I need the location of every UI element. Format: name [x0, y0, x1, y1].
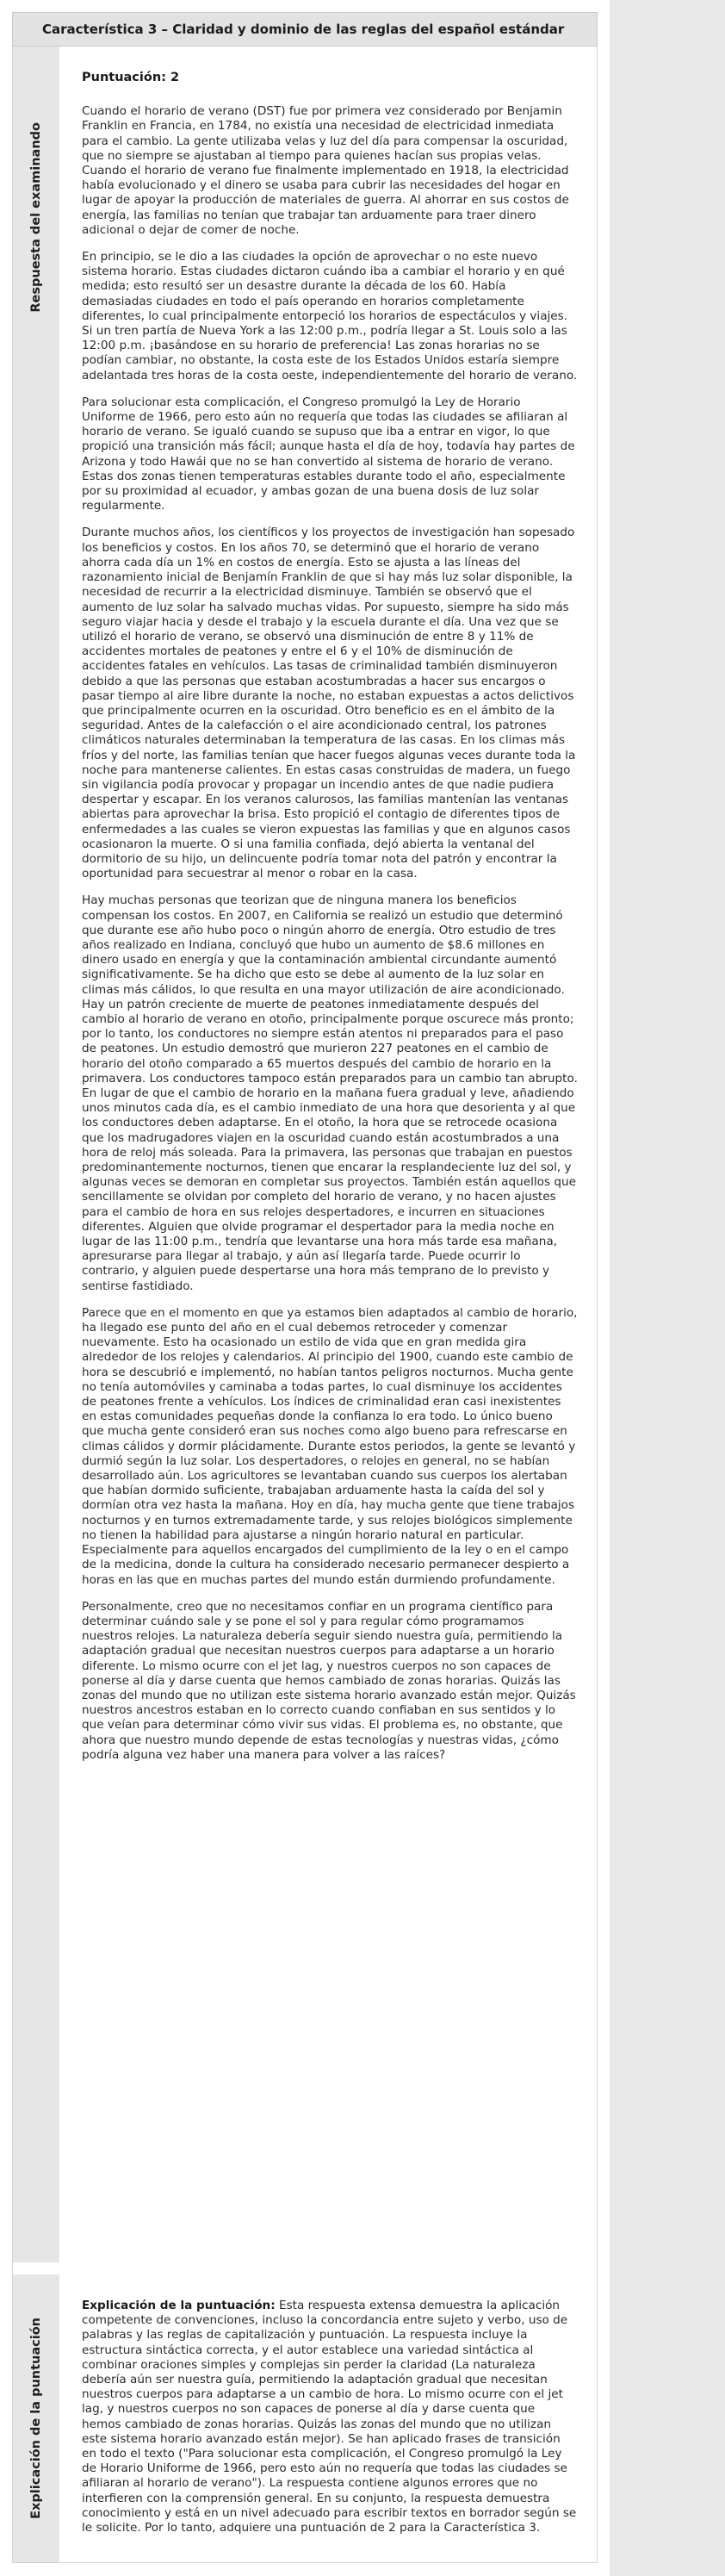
section-separator: [12, 2262, 598, 2274]
explanation-title: Explicación de la puntuación:: [82, 2299, 276, 2312]
score-line: Puntuación: 2: [82, 71, 180, 84]
response-content: [59, 47, 597, 2262]
trait-title: Característica 3 – Claridad y dominio de las reglas del español estándar: [42, 22, 565, 37]
scoring-document: [12, 12, 598, 2563]
explanation-side-label: [13, 2274, 59, 2562]
response-paragraph: Hay muchas personas que teorizan que de ninguna manera los beneficios compensan los costos. En 2007, en California se realizó un estudio que determinó que durante ese año hubo poco o ningún ahorro de energía. Otro estudio de tres años realizado en Indiana, concluyó que hubo un aumento de $8.6 millones en dinero usado en energía y que la contaminación ambiental circundante aumentó significativamente. Se ha dicho que esto se debe al aumento de la luz solar en climas más cálidos, lo que resulta en una mayor utilización de aire acondicionado. Hay un patrón creciente de muerte de peatones inmediatamente después del cambio al horario de verano en otoño, principalmente porque oscurece más pronto; por lo tanto, los conductores no siempre están atentos ni preparados para el paso de peatones. Un estudio demostró que murieron 227 peatones en el cambio de horario del otoño comparado a 65 muertos después del cambio de horario en la primavera. Los conductores tampoco están preparados para un cambio tan abrupto. En lugar de que el cambio de horario en la mañana fuera gradual y leve, añadiendo unos minutos cada día, es el cambio inmediato de una hora que desorienta y al que los conductores deben adaptarse. En el otoño, la hora que se retrocede ocasiona que los madrugadores viajen en la oscuridad cuando están acostumbrados a una hora de reloj más soleada. Para la primavera, las personas que trabajan en puestos predominantemente nocturnos, tienen que encarar la resplandeciente luz del sol, y algunas veces se demoran en completar sus proyectos. También están aquellos que sencillamente se olvidan por completo del horario de verano, y no hacen ajustes para el cambio de hora en sus relojes despertadores, e incurren en situaciones diferentes. Alguien que olvide programar el despertador para la media noche en lugar de las 11:00 p.m., tendría que levantarse una hora más tarde esa mañana, apresurarse para llegar al trabajo, y aún así llegaría tarde. Puede ocurrir lo contrario, y alguien puede despertarse una hora más temprano de lo previsto y sentirse fastidiado.: [82, 893, 578, 1293]
trait-header: [12, 12, 598, 47]
score-explanation-section: [12, 2274, 598, 2563]
response-paragraph: Parece que en el momento en que ya estamos bien adaptados al cambio de horario, ha llegado ese punto del año en el cual debemos retroceder y comenzar nuevamente. Esto ha ocasionado un estilo de vida que en gran medida gira alrededor de los relojes y calendarios. Al principio del 1900, cuando este cambio de hora se descubrió e implementó, no habían tantos peligros nocturnos. Mucha gente no tenía automóviles y caminaba a todas partes, lo cual disminuye los accidentes de peatones frente a vehículos. Los índices de criminalidad eran casi inexistentes en estas comunidades pequeñas donde la confianza lo era todo. Lo único bueno que mucha gente consideró eran sus noches como algo bueno para refrescarse en climas cálidos y dormir plácidamente. Durante estos periodos, la gente se levantó y durmió según la luz solar. Los despertadores, o relojes en general, no se habían desarrollado aún. Los agricultores se levantaban cuando sus cuerpos los alertaban que habían dormido suficiente, trabajaban arduamente hasta la caída del sol y dormían otra vez hasta la mañana. Hoy en día, hay mucha gente que tiene trabajos nocturnos y en turnos extremadamente tarde, y sus relojes biológicos simplemente no tienen la habilidad para ajustarse a ningún horario natural en particular. Especialmente para aquellos encargados del cumplimiento de la ley o en el campo de la medicina, donde la cultura ha considerado necesario permanecer despierto a horas en las que en muchas partes del mundo están durmiendo profundamente.: [82, 1305, 578, 1587]
response-paragraph: Durante muchos años, los científicos y los proyectos de investigación han sopesado los beneficios y costos. En los años 70, se determinó que el horario de verano ahorra cada día un 1% en costos de energía. Esto se ajusta a las líneas del razonamiento inicial de Benjamín Franklin de que si hay más luz solar disponible, la necesidad de recurrir a la electricidad disminuye. También se observó que el aumento de luz solar ha salvado muchas vidas. Por supuesto, siempre ha sido más seguro viajar hacia y desde el trabajo y la escuela durante el día. Una vez que se utilizó el horario de verano, se observó una disminución de entre 8 y 11% de accidentes mortales de peatones y entre el 6 y el 10% de disminución de accidentes fatales en vehículos. Las tasas de criminalidad también disminuyeron debido a que las personas que estaban acostumbradas a hacer sus encargos o pasar tiempo al aire libre durante la noche, no estaban expuestas a actos delictivos que principalmente ocurren en la oscuridad. Otro beneficio es en el ámbito de la seguridad. Antes de la calefacción o el aire acondicionado central, los patrones climáticos naturales determinaban la temperatura de las casas. En los climas más fríos y del norte, las familias tenían que hacer fuegos algunas veces durante toda la noche para mantenerse calientes. En estas casas construidas de madera, un fuego sin vigilancia podía provocar y propagar un incendio antes de que nadie pudiera despertar y escapar. En los veranos calurosos, las familias mantenían las ventanas abiertas para aprovechar la brisa. Esto propició el contagio de diferentes tipos de enfermedades a las cuales se vieron expuestas las familias y que en algunos casos ocasionaron la muerte. O si una familia confiada, dejó abierta la ventanal del dormitorio de su hijo, un delincuente podría tomar nota del patrón y encontrar la oportunidad para secuestrar al menor o robar en la casa.: [82, 526, 576, 881]
explanation-text: Esta respuesta extensa demuestra la aplicación competente de convenciones, incluso la concordancia entre sujeto y verbo, uso de palabras y las reglas de capitalización y puntuación. La respuesta incluye la estructura sintáctica correcta, y el autor establece una variedad sintáctica al combinar oraciones simples y complejas sin perder la claridad (La naturaleza debería aún ser nuestra guía, permitiendo la adaptación gradual que necesitan nuestros cuerpos para adaptarse a un cambio de hora. Lo mismo ocurre con el jet lag, y nuestros cuerpos no son capaces de ponerse al día y darse cuenta que hemos cambiado de zonas horarias. Quizás las zonas del mundo que no utilizan este sistema horario avanzado están mejor). Se han aplicado frases de transición en todo el texto ("Para solucionar esta complicación, el Congreso promulgó la Ley de Horario Uniforme de 1966, pero esto aún no requería que todas las ciudades se afiliaran al horario de verano"). La respuesta contiene algunos errores que no interfieren con la comprensión general. En su conjunto, la respuesta demuestra conocimiento y está en un nivel adecuado para escribir textos en borrador según se le solicite. Por lo tanto, adquiere una puntuación de 2 para la Característica 3.: [82, 2299, 577, 2536]
response-paragraph: Personalmente, creo que no necesitamos confiar en un programa científico para determinar cuándo sale y se pone el sol y para regular cómo programamos nuestros relojes. La naturaleza debería seguir siendo nuestra guía, permitiendo la adaptación gradual que necesitan nuestros cuerpos para adaptarse a un horario diferente. Lo mismo ocurre con el jet lag, y nuestros cuerpos no son capaces de ponerse al día y darse cuenta que hemos cambiado de zonas horarias. Quizás las zonas del mundo que no utilizan este sistema horario avanzado están mejor. Quizás nuestros ancestros estaban en lo correcto cuando confiaban en sus sentidos y lo que veían para determinar cómo vivir sus vidas. El problema es, no obstante, que ahora que nuestro mundo depende de estas tecnologías y nuestras vidas, ¿cómo podría alguna vez haber una manera para volver a las raíces?: [82, 1599, 576, 1762]
explanation-content: [59, 2274, 597, 2562]
response-paragraph: Para solucionar esta complicación, el Congreso promulgó la Ley de Horario Uniforme de 1966, pero esto aún no requería que todas las ciudades se afiliaran al horario de verano. Se igualó cuando se supuso que iba a entrar en vigor, lo que propició una transición más fácil; aunque hasta el día de hoy, todavía hay partes de Arizona y todo Hawái que no se han convertido al sistema de horario de verano. Estas dos zonas tienen temperaturas estables durante todo el año, especialmente por su proximidad al ecuador, y ambas gozan de una buena dosis de luz solar regularmente.: [82, 395, 575, 513]
response-paragraph: Cuando el horario de verano (DST) fue por primera vez considerado por Benjamin Franklin en Francia, en 1784, no existía una necesidad de electricidad inmediata para el cambio. La gente utilizaba velas y luz del día para compensar la oscuridad, que no siempre se ajustaban al tiempo para quienes hacían sus propias velas. Cuando el horario de verano fue finalmente implementado en 1918, la electricidad había evolucionado y el dinero se usaba para cubrir las necesidades del hogar en lugar de apoyar la producción de materiales de guerra. Al ahorrar en sus costos de energía, las familias no tenían que trabajar tan arduamente para traer dinero adicional o dejar de comer de noche.: [82, 104, 569, 237]
response-side-label: [13, 47, 59, 2262]
explanation-paragraph: [82, 2299, 578, 2536]
explanation-side-label-text: Explicación de la puntuación: [29, 2318, 43, 2519]
right-gutter: [610, 0, 725, 2576]
response-paragraph: En principio, se le dio a las ciudades la opción de aprovechar o no este nuevo sistema horario. Estas ciudades dictaron cuándo iba a cambiar el horario y en qué medida; esto resultó ser un desastre durante la década de los 60. Había demasiadas ciudades en todo el país operando en horarios completamente diferentes, lo cual principalmente entorpeció los horarios de espectáculos y viajes. Si un tren partía de Nueva York a las 12:00 p.m., podría llegar a St. Louis solo a las 12:00 p.m. ¡basándose en su horario de preferencia! Las zonas horarias no se podían cambiar, no obstante, la costa este de los Estados Unidos estaría siempre adelantada tres horas de la costa oeste, independientemente del horario de verano.: [82, 250, 578, 383]
examinee-response-section: [12, 47, 598, 2262]
response-side-label-text: Respuesta del examinando: [29, 122, 43, 313]
